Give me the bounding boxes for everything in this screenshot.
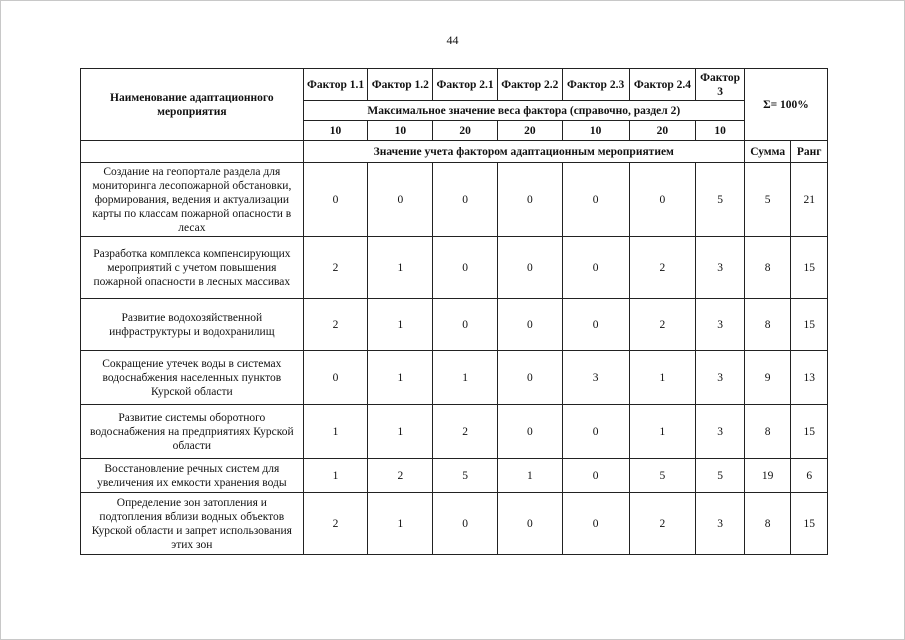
- weight-cell: 20: [433, 121, 498, 141]
- factor-value: 0: [562, 237, 629, 299]
- factor-value: 1: [629, 405, 696, 459]
- rank-value: 15: [791, 299, 828, 351]
- sum-value: 5: [744, 163, 791, 237]
- max-weight-header: Максимальное значение веса фактора (справочно, раздел 2): [303, 101, 744, 121]
- rank-value: 21: [791, 163, 828, 237]
- sum-value: 8: [744, 405, 791, 459]
- table-row: [81, 351, 828, 405]
- table-row: [81, 163, 828, 237]
- sum-value: 8: [744, 237, 791, 299]
- factor-value: 0: [562, 163, 629, 237]
- value-header: Значение учета фактором адаптационным мероприятием: [303, 141, 744, 163]
- page-number: 44: [446, 33, 459, 47]
- factor-value: 3: [696, 351, 745, 405]
- measure-name: Создание на геопортале раздела для мониторинга лесопожарной обстановки, формирования, ведения и актуализации карты по классам пожарной опасности в лесах: [81, 163, 304, 237]
- factor-value: 0: [629, 163, 696, 237]
- rank-value: 13: [791, 351, 828, 405]
- factor-value: 0: [562, 459, 629, 493]
- factor-value: 5: [696, 163, 745, 237]
- measure-name: Развитие системы оборотного водоснабжения на предприятиях Курской области: [81, 405, 304, 459]
- factor-value: 0: [497, 493, 562, 555]
- adaptation-measures-table: [80, 68, 828, 555]
- factor-value: 5: [696, 459, 745, 493]
- factor-value: 2: [433, 405, 498, 459]
- empty-header-cell: [81, 141, 304, 163]
- factor-value: 3: [696, 405, 745, 459]
- weight-cell: 10: [303, 121, 368, 141]
- table-row: [81, 237, 828, 299]
- factor-value: 1: [368, 299, 433, 351]
- sum-column-header: Сумма: [744, 141, 791, 163]
- factor-header: Фактор 3: [696, 69, 745, 101]
- factor-value: 5: [433, 459, 498, 493]
- rank-value: 15: [791, 405, 828, 459]
- factor-value: 0: [497, 405, 562, 459]
- factor-value: 3: [696, 493, 745, 555]
- sum-value: 9: [744, 351, 791, 405]
- rank-value: 6: [791, 459, 828, 493]
- factor-header: Фактор 2.2: [497, 69, 562, 101]
- factor-value: 1: [368, 237, 433, 299]
- factor-value: 3: [562, 351, 629, 405]
- factor-value: 5: [629, 459, 696, 493]
- weight-cell: 10: [368, 121, 433, 141]
- factor-value: 1: [497, 459, 562, 493]
- factor-value: 2: [303, 237, 368, 299]
- factor-value: 0: [303, 351, 368, 405]
- factor-header: Фактор 2.1: [433, 69, 498, 101]
- factor-value: 0: [497, 237, 562, 299]
- factor-value: 1: [368, 493, 433, 555]
- factor-value: 0: [497, 163, 562, 237]
- factor-header: Фактор 1.1: [303, 69, 368, 101]
- factor-value: 0: [562, 493, 629, 555]
- measure-name: Разработка комплекса компенсирующих мероприятий с учетом повышения пожарной опасности в лесных массивах: [81, 237, 304, 299]
- measure-name: Развитие водохозяйственной инфраструктуры и водохранилищ: [81, 299, 304, 351]
- rank-column-header: Ранг: [791, 141, 828, 163]
- factor-value: 1: [303, 459, 368, 493]
- factor-value: 1: [433, 351, 498, 405]
- sum-value: 19: [744, 459, 791, 493]
- factor-value: 2: [629, 299, 696, 351]
- rank-value: 15: [791, 493, 828, 555]
- factor-value: 2: [303, 299, 368, 351]
- measure-name: Восстановление речных систем для увеличения их емкости хранения воды: [81, 459, 304, 493]
- factor-value: 2: [303, 493, 368, 555]
- factor-value: 0: [303, 163, 368, 237]
- factor-value: 2: [368, 459, 433, 493]
- factor-header: Фактор 1.2: [368, 69, 433, 101]
- factor-value: 0: [497, 351, 562, 405]
- factor-value: 0: [433, 299, 498, 351]
- rank-value: 15: [791, 237, 828, 299]
- factor-value: 0: [433, 237, 498, 299]
- factor-value: 3: [696, 237, 745, 299]
- factor-value: 2: [629, 493, 696, 555]
- factor-value: 1: [368, 351, 433, 405]
- factor-header: Фактор 2.3: [562, 69, 629, 101]
- factor-value: 0: [433, 493, 498, 555]
- factor-value: 2: [629, 237, 696, 299]
- table-row: [81, 459, 828, 493]
- weight-cell: 20: [629, 121, 696, 141]
- factor-value: 1: [368, 405, 433, 459]
- table-row: [81, 299, 828, 351]
- factor-value: 0: [368, 163, 433, 237]
- sum-value: 8: [744, 299, 791, 351]
- factor-value: 1: [303, 405, 368, 459]
- table-row: [81, 493, 828, 555]
- sum-value: 8: [744, 493, 791, 555]
- weight-cell: 10: [696, 121, 745, 141]
- factor-value: 0: [562, 299, 629, 351]
- weight-cell: 20: [497, 121, 562, 141]
- factor-value: 0: [562, 405, 629, 459]
- measure-name: Определение зон затопления и подтопления вблизи водных объектов Курской области и запрет использования этих зон: [81, 493, 304, 555]
- measure-name: Сокращение утечек воды в системах водоснабжения населенных пунктов Курской области: [81, 351, 304, 405]
- weight-cell: 10: [562, 121, 629, 141]
- sum-total-header: Σ= 100%: [744, 69, 827, 141]
- factor-value: 0: [433, 163, 498, 237]
- factor-header: Фактор 2.4: [629, 69, 696, 101]
- name-column-header: Наименование адаптационного мероприятия: [81, 69, 304, 141]
- table-row: [81, 405, 828, 459]
- factor-value: 1: [629, 351, 696, 405]
- factor-value: 3: [696, 299, 745, 351]
- factor-value: 0: [497, 299, 562, 351]
